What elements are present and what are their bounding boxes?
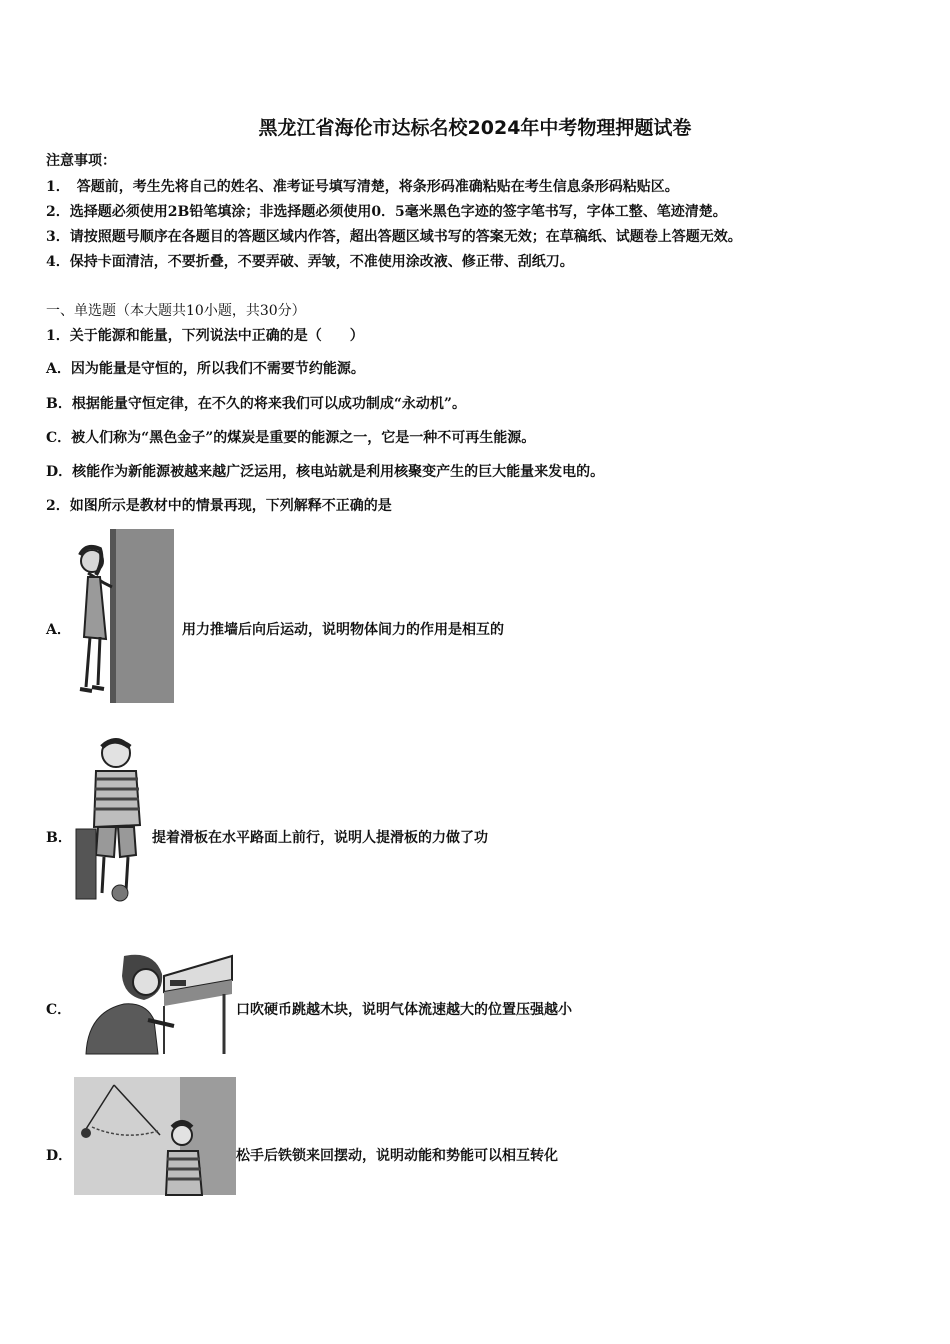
q1-option-b (46, 395, 466, 413)
q2-option-c-text: 口吹硬币跳越木块，说明气体流速越大的位置压强越小 (236, 1002, 572, 1018)
option-label: A． (46, 361, 71, 377)
blowing-coin-illustration (84, 950, 234, 1058)
option-label: C． (46, 430, 72, 446)
q2-option-b-label: B． (46, 830, 72, 846)
q2-option-a-label: A． (46, 622, 71, 638)
section-heading: 一、单选题（本大题共10小题，共30分） (46, 303, 306, 319)
swinging-lock-illustration (74, 1077, 236, 1197)
notes-heading: 注意事项： (46, 153, 116, 169)
girl-pushing-wall-illustration (74, 527, 178, 705)
option-text: 根据能量守恒定律，在不久的将来我们可以成功制成“永动机”。 (71, 396, 466, 412)
question-1-stem: 1．关于能源和能量，下列说法中正确的是（ ） (46, 328, 364, 344)
option-text: 核能作为新能源被越来越广泛运用，核电站就是利用核聚变产生的巨大能量来发电的。 (72, 464, 605, 480)
note-item: 1． 答题前，考生先将自己的姓名、准考证号填写清楚，将条形码准确粘贴在考生信息条形码粘贴区。 (46, 179, 679, 195)
note-item: 4．保持卡面清洁，不要折叠，不要弄破、弄皱，不准使用涂改液、修正带、刮纸刀。 (46, 254, 574, 270)
note-item: 2．选择题必须使用2B铅笔填涂；非选择题必须使用0．5毫米黑色字迹的签字笔书写，字体工整、笔迹清楚。 (46, 204, 727, 220)
q2-option-d-label: D． (46, 1148, 73, 1164)
q2-option-c-label: C． (46, 1002, 72, 1018)
boy-with-skateboard-illustration (74, 735, 150, 909)
page-title: 黑龙江省海伦市达标名校2024年中考物理押题试卷 (258, 117, 692, 139)
option-label: D． (46, 464, 73, 480)
option-text: 因为能量是守恒的，所以我们不需要节约能源。 (70, 361, 365, 377)
q2-option-b-text: 提着滑板在水平路面上前行，说明人提滑板的力做了功 (152, 830, 488, 846)
note-item: 3．请按照题号顺序在各题目的答题区域内作答，超出答题区域书写的答案无效；在草稿纸、试题卷上答题无效。 (46, 229, 742, 245)
q1-option-a (46, 360, 365, 378)
q1-option-d (46, 463, 604, 481)
question-2-stem: 2．如图所示是教材中的情景再现，下列解释不正确的是 (46, 498, 392, 514)
q2-option-a-text: 用力推墙后向后运动，说明物体间力的作用是相互的 (182, 622, 504, 638)
q2-option-d-text: 松手后铁锁来回摆动，说明动能和势能可以相互转化 (236, 1148, 558, 1164)
option-text: 被人们称为“黑色金子”的煤炭是重要的能源之一，它是一种不可再生能源。 (71, 430, 536, 446)
q1-option-c (46, 429, 535, 447)
option-label: B． (46, 396, 72, 412)
